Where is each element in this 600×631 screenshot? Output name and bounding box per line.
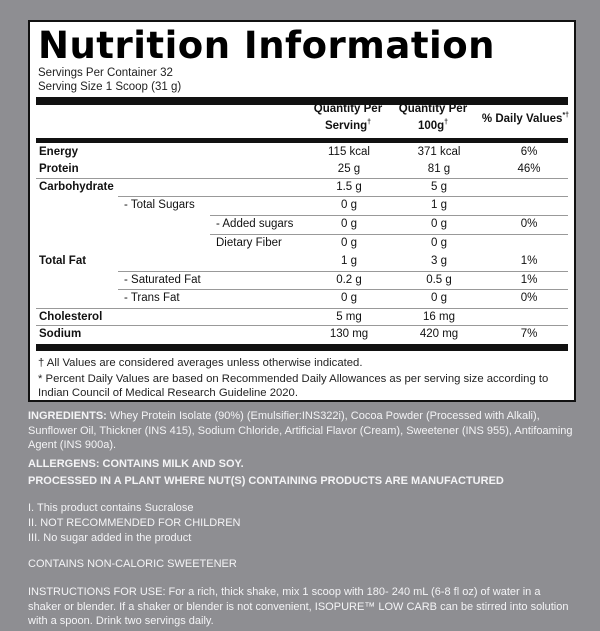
nutrient-row: [36, 161, 568, 179]
value-per-serving: 0 g: [341, 237, 357, 249]
value-per-serving: 5 mg: [336, 311, 362, 323]
nutrient-row: [36, 235, 568, 253]
value-per-serving: 115 kcal: [328, 146, 370, 158]
value-per-100g: 5 g: [431, 181, 447, 193]
servings-per-container: Servings Per Container 32: [38, 67, 173, 79]
value-per-100g: 420 mg: [419, 328, 459, 340]
processed-note: PROCESSED IN A PLANT WHERE NUT(S) CONTAINING PRODUCTS ARE MANUFACTURED: [28, 475, 504, 487]
header-divider: [36, 138, 568, 143]
row-separator: [210, 234, 568, 235]
allergens: ALLERGENS: CONTAINS MILK AND SOY.: [28, 458, 244, 470]
nutrient-row: [36, 179, 568, 197]
value-per-serving: 130 mg: [329, 328, 369, 340]
value-per-serving: 0 g: [341, 199, 357, 211]
value-daily-percent: 6%: [520, 146, 538, 158]
nutrient-name: Cholesterol: [39, 311, 103, 323]
nutrition-panel: [28, 20, 576, 402]
value-per-serving: 1.5 g: [336, 181, 362, 193]
row-separator: [210, 215, 568, 216]
nutrient-row: [36, 272, 568, 290]
footnote-averages: † All Values are considered averages unless otherwise indicated.: [38, 357, 363, 369]
value-per-100g: 1 g: [431, 199, 447, 211]
value-per-100g: 3 g: [431, 255, 447, 267]
value-daily-percent: 46%: [517, 163, 541, 175]
nutrient-name: Total Fat: [39, 255, 87, 267]
row-separator: [118, 271, 568, 272]
nutrient-row: [36, 144, 568, 162]
value-daily-percent: 1%: [520, 274, 538, 286]
value-per-100g: 0 g: [431, 292, 447, 304]
row-separator: [36, 178, 568, 179]
value-per-100g: 371 kcal: [417, 146, 461, 158]
nutrient-row: [36, 253, 568, 271]
value-per-serving: 1 g: [341, 255, 357, 267]
nutrient-name: Carbohydrate: [39, 181, 114, 193]
instructions: INSTRUCTIONS FOR USE: For a rich, thick shake, mix 1 scoop with 180- 240 mL (6-8 fl oz) of water in a shaker or blender. If a shaker or blender is not convenient, ISOPURE™ LOW CARB can be stirred into solution with a spoon. Drink two servings daily.: [28, 586, 569, 627]
nutrient-row: [36, 216, 568, 234]
row-separator: [36, 325, 568, 326]
serving-size: Serving Size 1 Scoop (31 g): [38, 81, 182, 93]
header-per-100g: Quantity Per 100g†: [398, 103, 468, 132]
header-per-serving: Quantity Per Serving†: [313, 103, 383, 132]
nutrient-subname: - Total Sugars: [124, 199, 195, 211]
footnote-daily-values: * Percent Daily Values are based on Recommended Daily Allowances as per serving size according to Indian Council of Medical Research Guideline 2020.: [38, 373, 549, 399]
nutrient-name: Energy: [39, 146, 78, 158]
value-per-100g: 0 g: [431, 218, 447, 230]
non-caloric-sweetener: CONTAINS NON-CALORIC SWEETENER: [28, 558, 237, 570]
value-per-serving: 0 g: [341, 292, 357, 304]
nutrient-subname: - Saturated Fat: [124, 274, 201, 286]
nutrient-name: Protein: [39, 163, 79, 175]
value-per-serving: 25 g: [337, 163, 361, 175]
note-1: I. This product contains Sucralose: [28, 502, 194, 514]
row-separator: [118, 289, 568, 290]
nutrient-name: Sodium: [39, 328, 82, 340]
value-daily-percent: 0%: [520, 292, 538, 304]
nutrient-row: [36, 290, 568, 308]
value-per-serving: 0 g: [341, 218, 357, 230]
value-per-100g: 0 g: [431, 237, 447, 249]
nutrient-row: [36, 197, 568, 215]
nutrient-row: [36, 326, 568, 344]
note-2: II. NOT RECOMMENDED FOR CHILDREN: [28, 517, 241, 529]
row-separator: [36, 308, 568, 309]
row-separator: [118, 196, 568, 197]
header-daily-values: % Daily Values*†: [481, 112, 570, 125]
note-3: III. No sugar added in the product: [28, 532, 192, 544]
nutrient-subname-2: - Added sugars: [216, 218, 294, 230]
value-daily-percent: 1%: [520, 255, 538, 267]
panel-title: Nutrition Information: [38, 24, 495, 67]
nutrient-subname-2: Dietary Fiber: [216, 237, 282, 249]
value-per-100g: 0.5 g: [426, 274, 452, 286]
value-per-100g: 16 mg: [423, 311, 455, 323]
value-daily-percent: 0%: [520, 218, 538, 230]
ingredients: INGREDIENTS: Whey Protein Isolate (90%) (Emulsifier:INS322i), Cocoa Powder (Processed with Alkali), Sunflower Oil, Thickner (INS 415), Sodium Chloride, Artificial Flavor (Cream), Sweetener (INS 955), Antifoaming Agent (INS 900a).: [28, 410, 573, 451]
value-per-serving: 0.2 g: [336, 274, 362, 286]
value-daily-percent: 7%: [520, 328, 538, 340]
nutrient-subname: - Trans Fat: [124, 292, 180, 304]
value-per-100g: 81 g: [427, 163, 451, 175]
bottom-divider: [36, 344, 568, 351]
